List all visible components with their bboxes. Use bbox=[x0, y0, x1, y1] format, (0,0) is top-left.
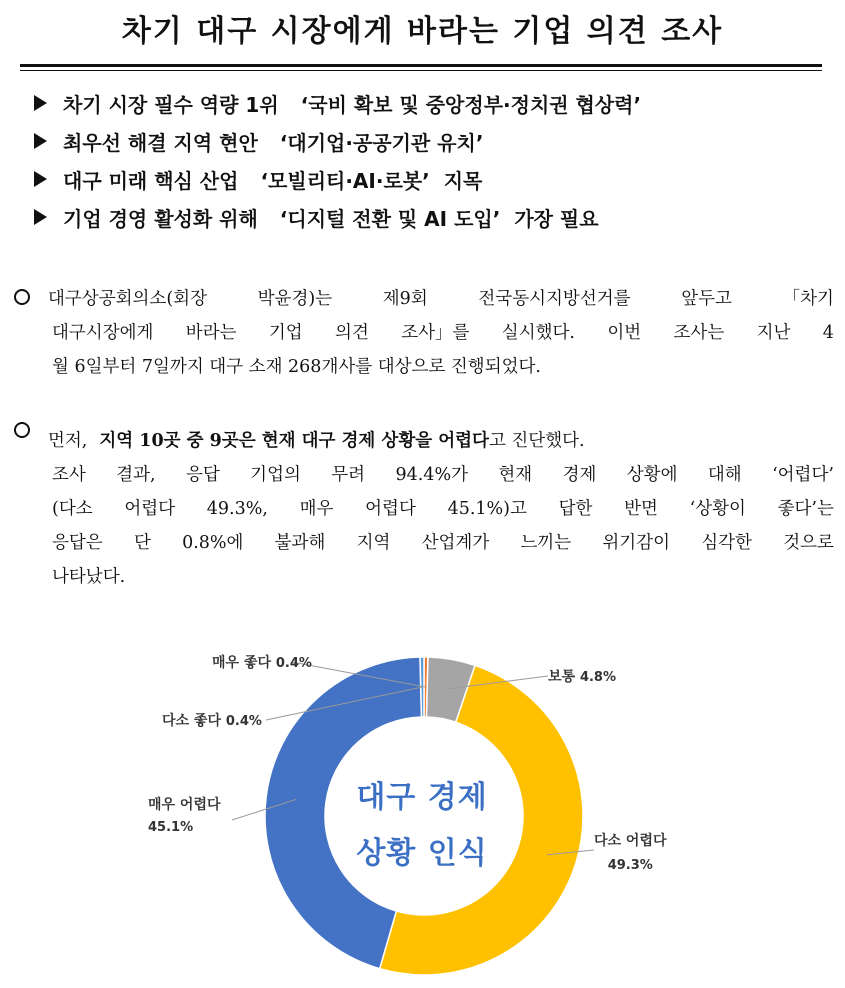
chart-center-title-line1: 대구 경제 bbox=[356, 780, 488, 815]
paragraph-word: 것으로 bbox=[783, 533, 834, 553]
paragraph-text: 나타났다. bbox=[52, 567, 126, 587]
highlight-list bbox=[34, 84, 834, 236]
label-very-good: 매우 좋다 0.4% bbox=[212, 655, 312, 671]
paragraph-word: 단 bbox=[133, 533, 151, 553]
label-somewhat-hard: 다소 어렵다 49.3% bbox=[594, 833, 667, 873]
paragraph-word: 대해 bbox=[707, 465, 742, 485]
paragraph-word: 지난 bbox=[756, 323, 791, 343]
paragraph-word: 응답 bbox=[185, 465, 220, 485]
paragraph-word: 어렵다 bbox=[124, 499, 176, 519]
paragraph-line bbox=[14, 282, 834, 316]
paragraph-word: 응답은 bbox=[52, 533, 103, 553]
paragraph-word: 지역 bbox=[356, 533, 391, 553]
paragraph-word: 결과, bbox=[116, 465, 156, 485]
paragraph-word: 4 bbox=[822, 323, 834, 343]
highlight-quote: ‘대기업·공공기관 유치’ bbox=[279, 130, 484, 155]
paragraph-line bbox=[14, 560, 834, 594]
paragraph-survey-intro bbox=[14, 282, 834, 384]
paragraph-word: 불과해 bbox=[274, 533, 326, 553]
highlight-quote: ‘디지털 전환 및 AI 도입’ bbox=[279, 206, 501, 231]
highlight-text: 대구 미래 핵심 산업 bbox=[63, 168, 239, 193]
paragraph-word: 49.3%, bbox=[206, 499, 268, 519]
page-title: 차기 대구 시장에게 바라는 기업 의견 조사 bbox=[121, 14, 724, 49]
title-divider-thick bbox=[20, 64, 822, 67]
paragraph-text: 월 6일부터 7일까지 대구 소재 268개사를 대상으로 진행되었다. bbox=[52, 357, 541, 377]
paragraph-word: 매우 bbox=[299, 499, 334, 519]
highlight-suffix: 가장 필요 bbox=[514, 206, 599, 231]
paragraph-word: 무려 bbox=[331, 465, 366, 485]
paragraph-word: 좋다’는 bbox=[777, 499, 834, 519]
paragraph-word: 조사는 bbox=[673, 323, 725, 343]
paragraph-line bbox=[14, 316, 834, 350]
paragraph-word: 위기감이 bbox=[602, 533, 671, 553]
paragraph-word: 이번 bbox=[607, 323, 642, 343]
paragraph-word: 느끼는 bbox=[520, 533, 572, 553]
paragraph-word: 현재 bbox=[498, 465, 533, 485]
paragraph-survey-result bbox=[14, 424, 834, 594]
donut-chart bbox=[0, 630, 845, 988]
paragraph-first-word bbox=[14, 282, 207, 316]
highlight-text: 최우선 해결 지역 현안 bbox=[63, 130, 258, 155]
highlight-text: 기업 경영 활성화 위해 bbox=[63, 206, 258, 231]
chart-center-title-line2: 상황 인식 bbox=[356, 836, 488, 871]
circle-bullet-icon bbox=[14, 289, 30, 305]
highlight-suffix: 지목 bbox=[443, 168, 483, 193]
paragraph-word: 어렵다 bbox=[365, 499, 416, 519]
paragraph-line bbox=[14, 492, 834, 526]
paragraph-line bbox=[14, 526, 834, 560]
title-divider-thin bbox=[20, 70, 822, 71]
paragraph-text: 고 진단했다. bbox=[488, 431, 585, 451]
paragraph-word: 심각한 bbox=[701, 533, 752, 553]
paragraph-word: 산업계가 bbox=[421, 533, 490, 553]
paragraph-word: 앞두고 bbox=[681, 289, 732, 309]
paragraph-word: 실시했다. bbox=[501, 323, 575, 343]
paragraph-word: 반면 bbox=[624, 499, 658, 519]
triangle-bullet-icon bbox=[34, 95, 47, 111]
paragraph-line bbox=[14, 458, 834, 492]
triangle-bullet-icon bbox=[34, 209, 47, 225]
circle-bullet-icon bbox=[14, 422, 30, 438]
paragraph-text: 먼저, bbox=[48, 431, 88, 451]
paragraph-word: 기업의 bbox=[250, 465, 301, 485]
paragraph-line bbox=[14, 424, 834, 458]
paragraph-line bbox=[14, 350, 834, 384]
paragraph-word: 0.8%에 bbox=[182, 533, 244, 553]
highlight-quote: ‘모빌리티·AI·로봇’ bbox=[260, 168, 430, 193]
highlight-quote: ‘국비 확보 및 중앙정부·정치권 협상력’ bbox=[300, 92, 642, 117]
paragraph-word: 전국동시지방선거를 bbox=[478, 289, 631, 309]
paragraph-word: 94.4%가 bbox=[395, 465, 468, 485]
paragraph-bold-text: 지역 10곳 중 9곳은 현재 대구 경제 상황을 어렵다 bbox=[99, 431, 489, 451]
highlight-item bbox=[34, 84, 834, 122]
paragraph-word: 기업 bbox=[268, 323, 303, 343]
paragraph-word: 답한 bbox=[558, 499, 593, 519]
label-somewhat-good: 다소 좋다 0.4% bbox=[162, 713, 262, 729]
highlight-text: 차기 시장 필수 역량 1위 bbox=[63, 92, 279, 117]
highlight-item bbox=[34, 160, 834, 198]
paragraph-word: 박윤경)는 bbox=[257, 289, 333, 309]
paragraph-word: (다소 bbox=[52, 499, 93, 519]
paragraph-word: 의견 bbox=[335, 323, 369, 343]
paragraph-word: 대구상공회의소(회장 bbox=[48, 289, 207, 309]
paragraph-word: 「차기 bbox=[782, 289, 834, 309]
paragraph-word: 상황에 bbox=[626, 465, 678, 485]
paragraph-word: 조사」를 bbox=[401, 323, 470, 343]
label-normal: 보통 4.8% bbox=[548, 669, 616, 685]
paragraph-word: 바라는 bbox=[185, 323, 237, 343]
triangle-bullet-icon bbox=[34, 133, 47, 149]
paragraph-word: 45.1%)고 bbox=[447, 499, 527, 519]
highlight-item bbox=[34, 198, 834, 236]
triangle-bullet-icon bbox=[34, 171, 47, 187]
paragraph-word: 대구시장에게 bbox=[52, 323, 154, 343]
label-very-hard: 매우 어렵다 45.1% bbox=[148, 797, 221, 835]
highlight-item bbox=[34, 122, 834, 160]
paragraph-word: 조사 bbox=[52, 465, 86, 485]
paragraph-word: ‘상황이 bbox=[689, 499, 746, 519]
paragraph-word: 제9회 bbox=[382, 289, 428, 309]
paragraph-word: 경제 bbox=[562, 465, 597, 485]
paragraph-word: ‘어렵다’ bbox=[772, 465, 834, 485]
